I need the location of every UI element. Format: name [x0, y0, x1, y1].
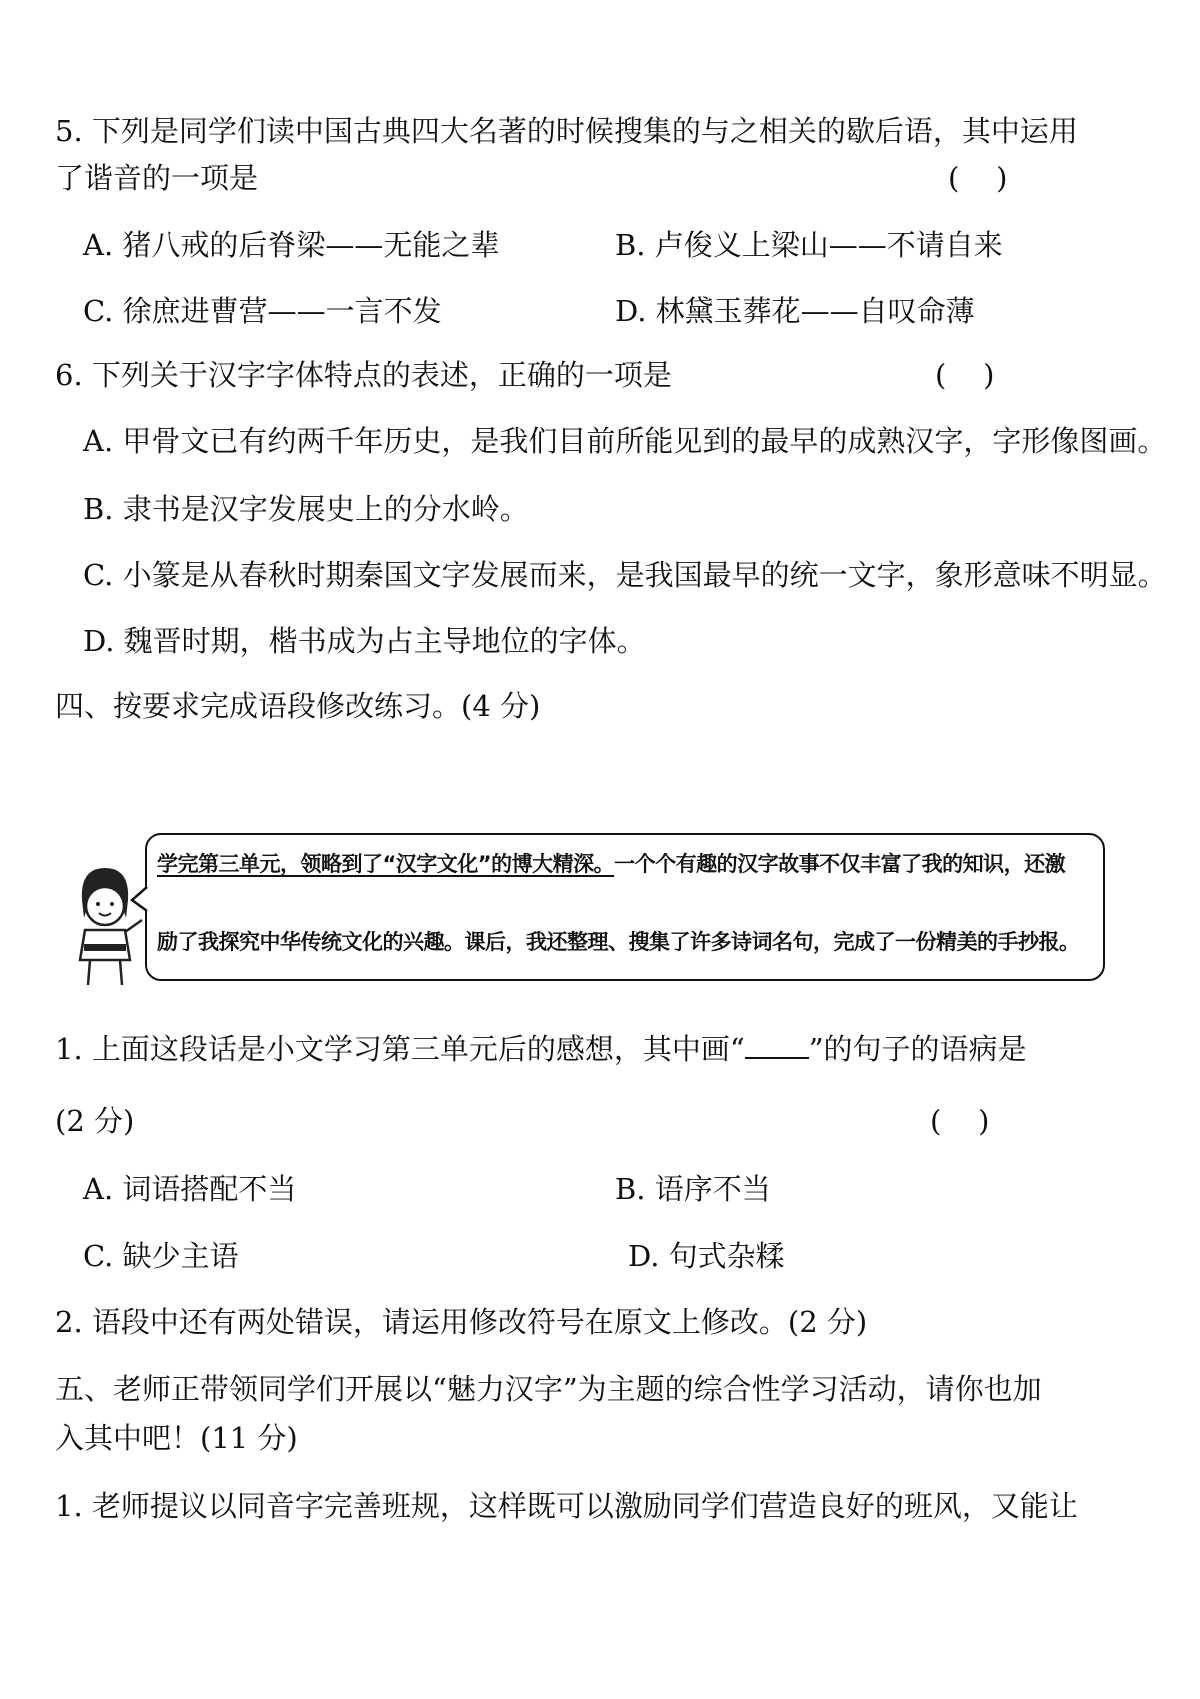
section4-q1-answer-parens: ( ) [930, 1104, 990, 1138]
section4-q2: 2. 语段中还有两处错误，请运用修改符号在原文上修改。(2 分) [55, 1305, 868, 1339]
q6-option-c: C. 小篆是从春秋时期秦国文字发展而来，是我国最早的统一文字，象形意味不明显。 [83, 558, 1167, 592]
underline-blank [745, 1031, 809, 1059]
section4-heading: 四、按要求完成语段修改练习。(4 分) [55, 689, 541, 723]
passage-line2: 励了我探究中华传统文化的兴趣。课后，我还整理、搜集了许多诗词名句，完成了一份精美的手抄报。 [157, 930, 1080, 954]
q5-option-a: A. 猪八戒的后脊梁——无能之辈 [83, 228, 500, 262]
section4-q1-pre: 1. 上面这段话是小文学习第三单元后的感想，其中画“ [55, 1032, 745, 1066]
passage-underlined-sentence: 学完第三单元，领略到了“汉字文化”的博大精深。 [157, 852, 615, 876]
q5-stem-line1: 5. 下列是同学们读中国古典四大名著的时候搜集的与之相关的歇后语，其中运用 [55, 114, 1078, 148]
section5-heading-line2: 入其中吧！(11 分) [55, 1421, 298, 1455]
section5-heading-line1: 五、老师正带领同学们开展以“魅力汉字”为主题的综合性学习活动，请你也加 [55, 1372, 1042, 1406]
section4-q1-option-a: A. 词语搭配不当 [83, 1172, 297, 1206]
section4-q1-option-b: B. 语序不当 [615, 1172, 771, 1206]
q5-option-d: D. 林黛玉葬花——自叹命薄 [615, 294, 975, 328]
girl-illustration [60, 860, 150, 990]
q5-option-b: B. 卢俊义上梁山——不请自来 [615, 228, 1003, 262]
passage-line1-rest: 一个个有趣的汉字故事不仅丰富了我的知识，还激 [614, 852, 1066, 876]
passage-line1 [157, 849, 1065, 879]
q5-answer-parens: ( ) [948, 161, 1008, 195]
section4-q1-option-c: C. 缺少主语 [83, 1239, 239, 1273]
q6-stem: 6. 下列关于汉字字体特点的表述，正确的一项是 [55, 358, 672, 392]
q6-answer-parens: ( ) [935, 358, 995, 392]
q6-option-d: D. 魏晋时期，楷书成为占主导地位的字体。 [83, 624, 646, 658]
q5-stem-line2: 了谐音的一项是 [55, 161, 259, 195]
section4-q1-option-d: D. 句式杂糅 [628, 1239, 785, 1273]
section4-q1-stem [55, 1029, 1027, 1069]
q5-option-c: C. 徐庶进曹营——一言不发 [83, 294, 442, 328]
section4-q1-score: (2 分) [55, 1104, 135, 1138]
section4-q1-post: ”的句子的语病是 [808, 1032, 1027, 1066]
q6-option-b: B. 隶书是汉字发展史上的分水岭。 [83, 492, 529, 526]
speech-bubble-passage [145, 833, 1105, 981]
q6-option-a: A. 甲骨文已有约两千年历史，是我们目前所能见到的最早的成熟汉字，字形像图画。 [83, 424, 1167, 458]
section5-q1-line1: 1. 老师提议以同音字完善班规，这样既可以激励同学们营造良好的班风，又能让 [55, 1489, 1078, 1523]
speech-bubble-tail [130, 885, 150, 915]
